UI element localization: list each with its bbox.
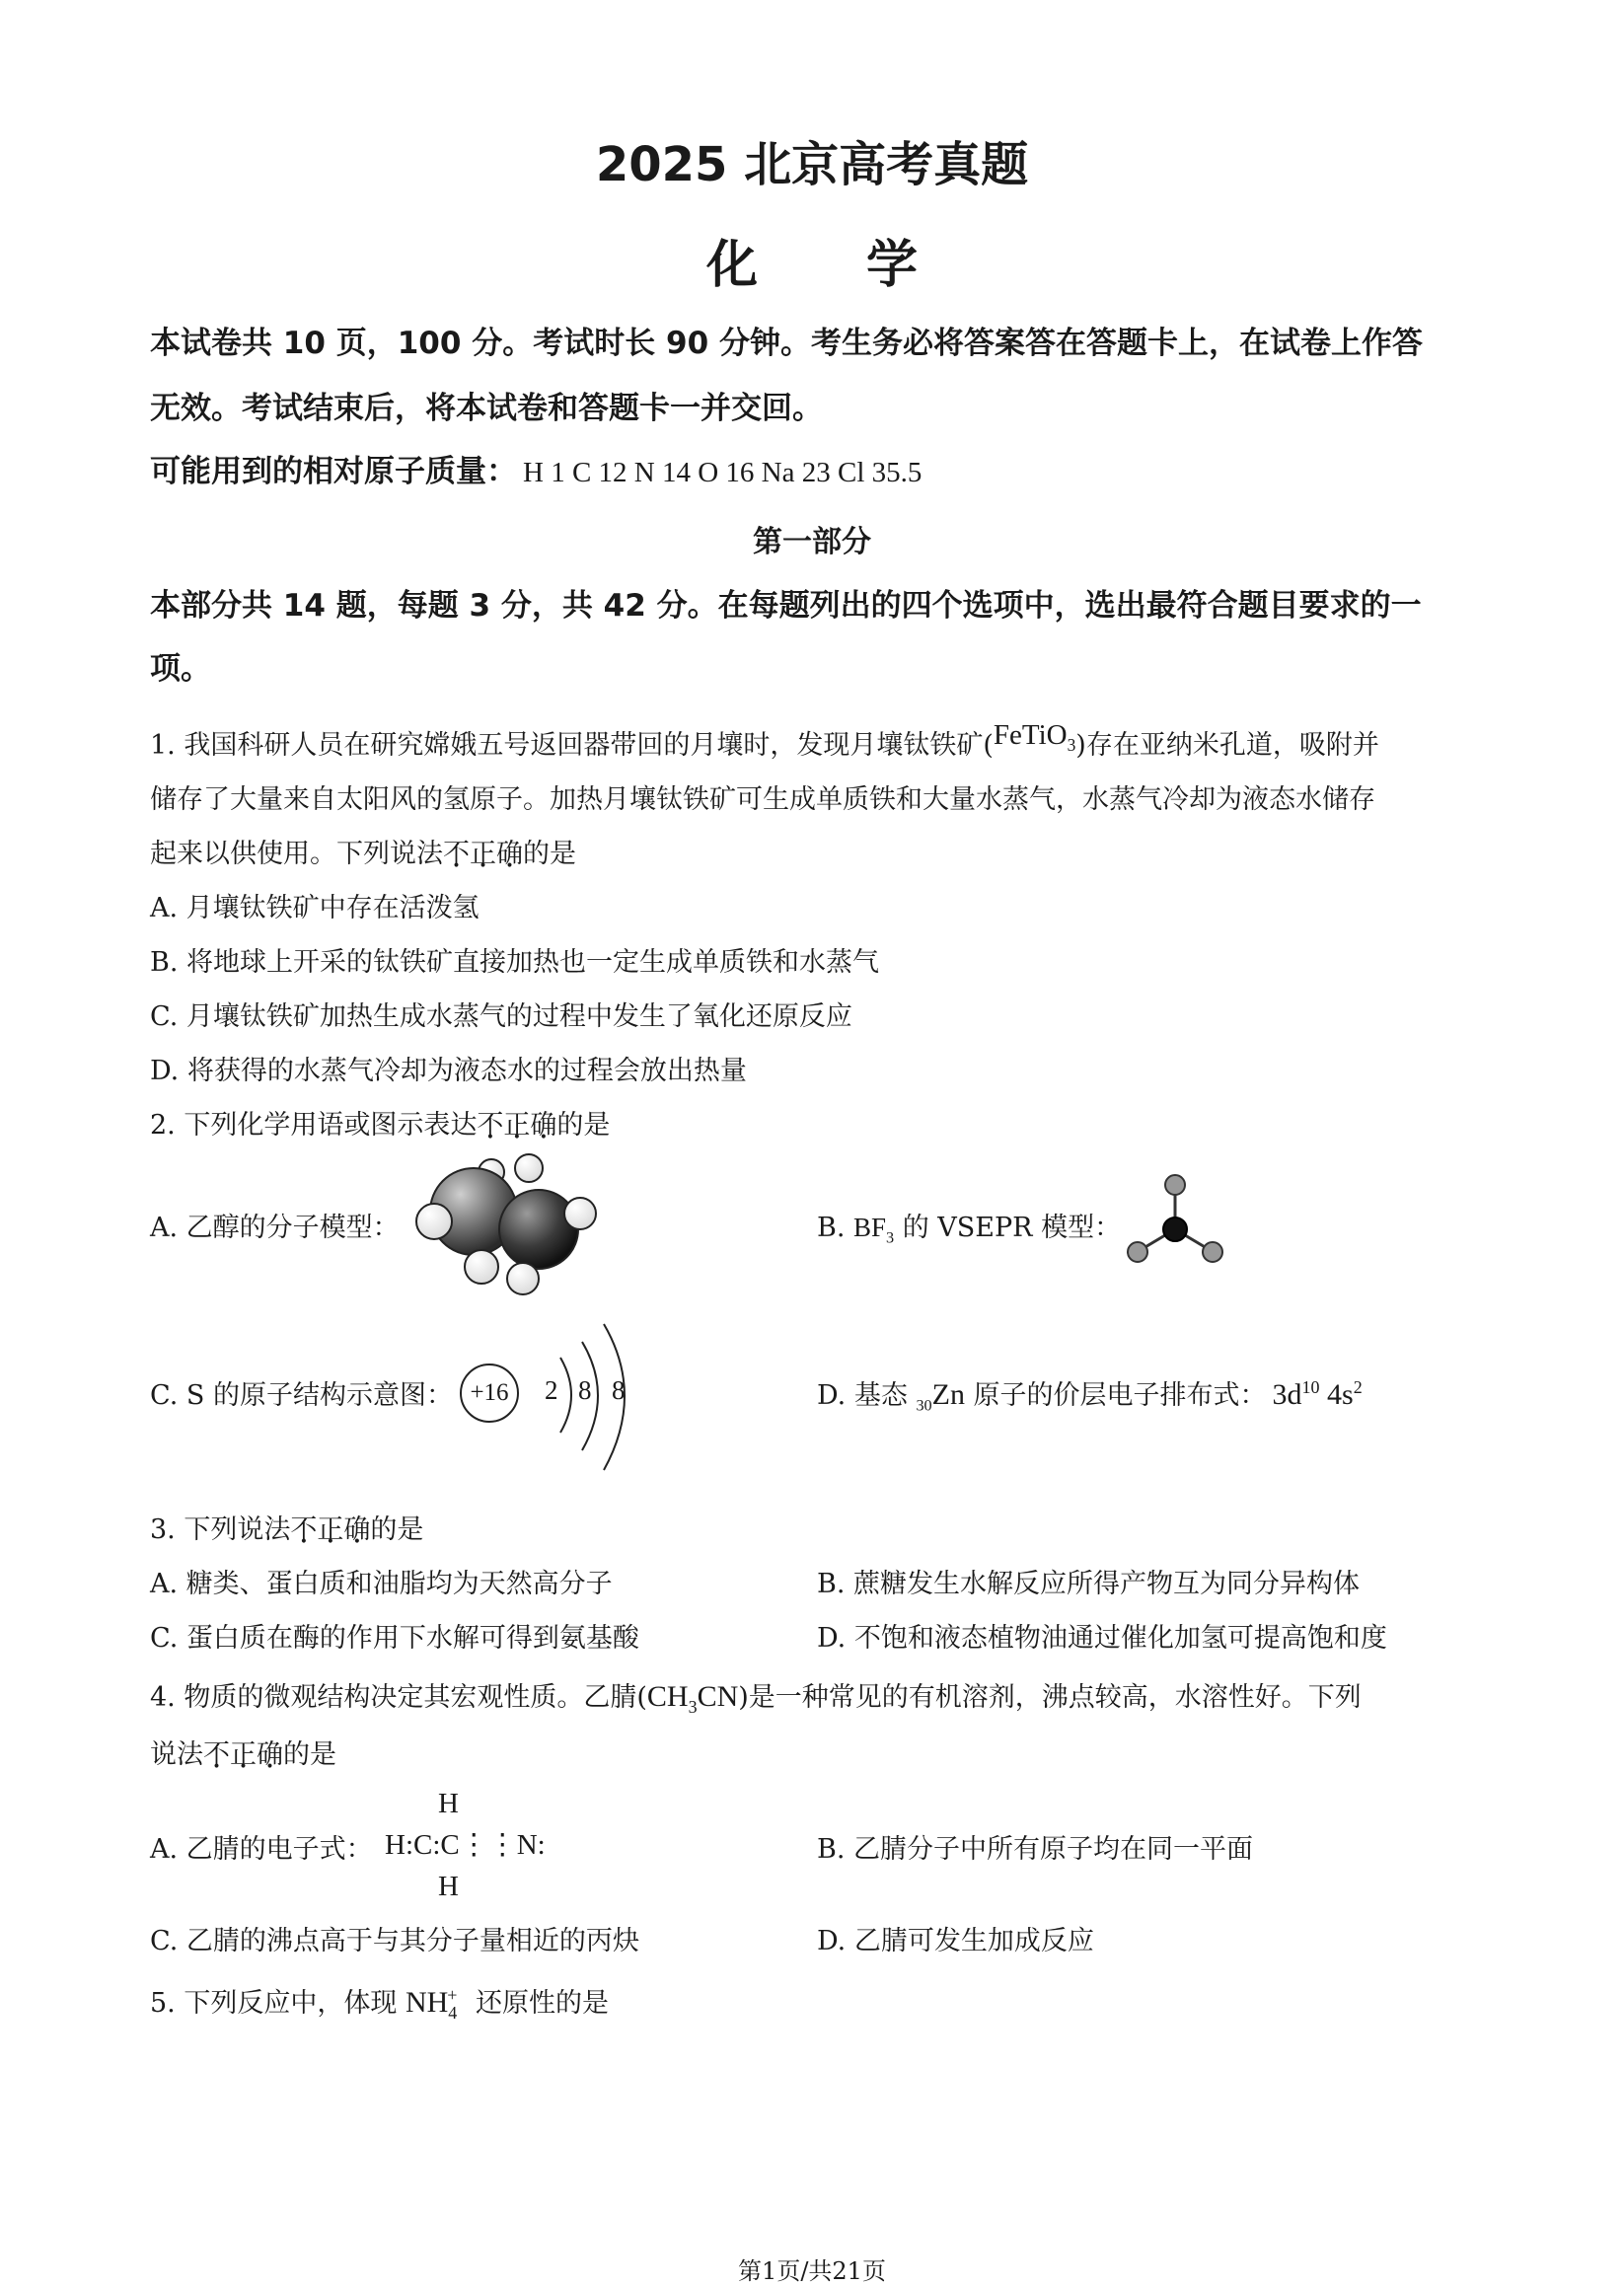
q3-option-c: C. 蛋白质在酶的作用下水解可得到氨基酸 [150,1623,639,1654]
q3-option-b: B. 蔗糖发生水解反应所得产物互为同分异构体 [817,1569,1361,1599]
bf3-vsepr-model [1123,1172,1231,1271]
atomic-mass-label: 可能用到的相对原子质量： [150,454,517,489]
page-number: 第1页/共21页 [738,2257,886,2285]
q4-option-d: D. 乙腈可发生加成反应 [817,1926,1094,1956]
q1-option-d: D. 将获得的水蒸气冷却为液态水的过程会放出热量 [150,1056,747,1086]
dot-bottom-h: H [438,1871,459,1902]
q1-option-b: B. 将地球上开采的钛铁矿直接加热也一定生成单质铁和水蒸气 [150,947,880,978]
atomic-mass-values: H 1 C 12 N 14 O 16 Na 23 Cl 35.5 [523,457,923,488]
q4-option-b: B. 乙腈分子中所有原子均在同一平面 [817,1834,1254,1865]
q2-option-d: D. 基态 $_{30}$Zn 原子的价层电子排布式： $3d^{10}$ $4s^2$ [817,1377,1363,1415]
q4-option-c: C. 乙腈的沸点高于与其分子量相近的丙炔 [150,1926,639,1956]
q1-option-c: C. 月壤钛铁矿加热生成水蒸气的过程中发生了氧化还原反应 [150,1001,852,1032]
q2-option-a: A. 乙醇的分子模型： [150,1213,400,1243]
q3-stem: 3. 下列说法不正确的是 [150,1514,424,1545]
q1-stem-line-3: 起来以供使用。下列说法不正确的是 [150,839,576,869]
ethanol-ball-model [412,1152,610,1300]
acetonitrile-electron-dot [385,1788,582,1906]
part-heading: 第一部分 [753,525,871,559]
q3-option-d: D. 不饱和液态植物油通过催化加氢可提高饱和度 [817,1623,1387,1654]
acetonitrile-formula: $CH_3CN$ [646,1680,739,1717]
q1-formula: FeTiO$_3$ [993,719,1076,755]
zn-electron-config: $3d^{10}$ $4s^2$ [1272,1377,1363,1411]
q2-option-b: B. $BF_3$ 的 VSEPR 模型： [817,1213,1122,1247]
q1-stem-line-1: 1. 我国科研人员在研究嫦娥五号返回器带回的月壤时，发现月壤钛铁矿(FeTiO$_3$)存在亚纳米孔道，吸附并 [150,719,1379,761]
q4-stem-line-2: 说法不正确的是 [150,1739,336,1770]
intro-line-1: 本试卷共 10 页，100 分。考试时长 90 分钟。考生务必将答案答在答题卡上，在试卷上作答 [150,326,1423,361]
subject-title: 化学 [705,236,1026,295]
q3-option-a: A. 糖类、蛋白质和油脂均为天然高分子 [150,1569,613,1599]
shell-3-count: 8 [612,1375,626,1405]
q1-option-a: A. 月壤钛铁矿中存在活泼氢 [150,893,480,923]
atomic-mass-line [150,446,922,490]
part-desc-2: 项。 [150,651,211,687]
shell-2-count: 8 [578,1375,592,1405]
intro-line-2: 无效。考试结束后，将本试卷和答题卡一并交回。 [150,391,823,426]
q2-option-c: C. S 的原子结构示意图： [150,1380,453,1411]
q4-stem-line-1: 4. 物质的微观结构决定其宏观性质。乙腈$(CH_3CN)$是一种常见的有机溶剂，沸点较高，水溶性好。下列 [150,1680,1362,1717]
page-title: 2025 北京高考真题 [595,137,1029,192]
ammonium-formula: $NH_4^+$ [405,1985,458,2023]
nucleus-charge: +16 [460,1364,519,1423]
shell-1-count: 2 [545,1375,558,1405]
dot-formula: H:C:C⋮⋮N: [385,1829,546,1861]
q4-option-a: A. 乙腈的电子式： [150,1834,373,1865]
electron-shells-arcs [523,1312,641,1480]
q2-stem: 2. 下列化学用语或图示表达不正确的是 [150,1110,611,1141]
q1-stem-line-2: 储存了大量来自太阳风的氢原子。加热月壤钛铁矿可生成单质铁和大量水蒸气，水蒸气冷却为液态水储存 [150,784,1375,815]
q5-stem: 5. 下列反应中，体现 $NH_4^+$ 还原性的是 [150,1985,610,2023]
dot-top-h: H [438,1788,459,1819]
part-desc-1: 本部分共 14 题，每题 3 分，共 42 分。在每题列出的四个选项中，选出最符合题目要求的一 [150,588,1422,624]
